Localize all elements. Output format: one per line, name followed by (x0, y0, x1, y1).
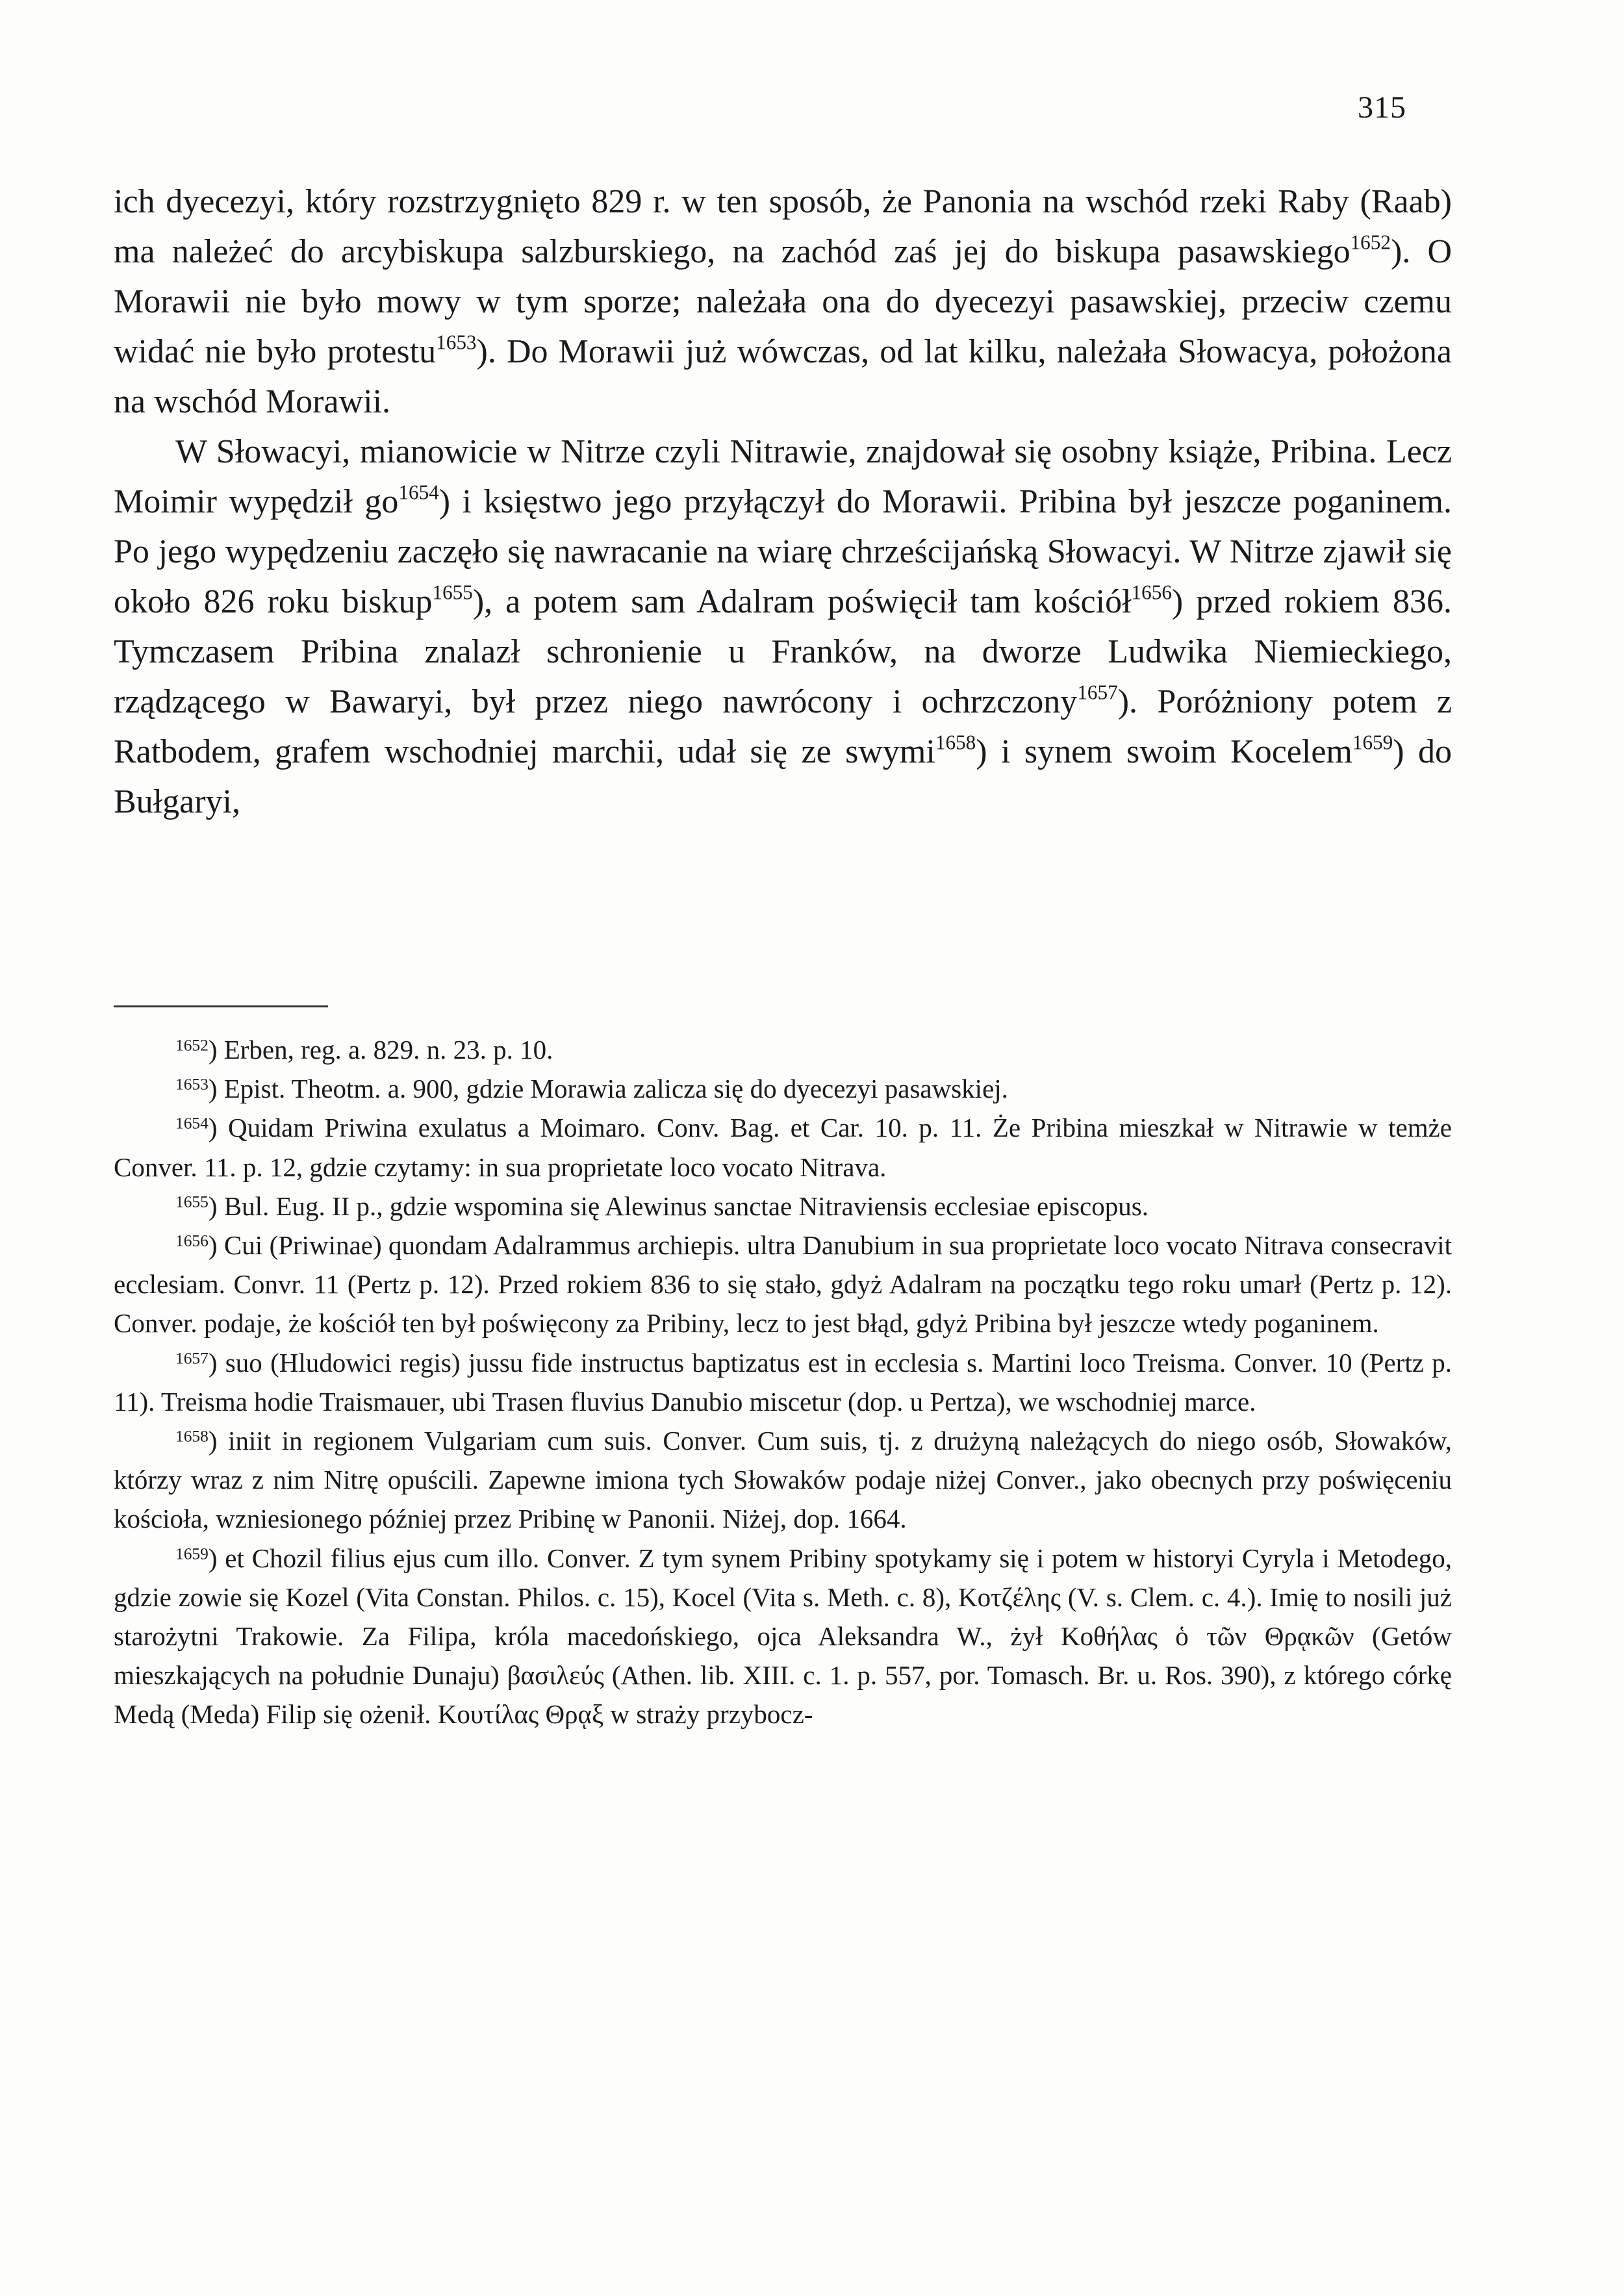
footnote-number: 1654 (175, 1114, 209, 1133)
footnote-number: 1659 (175, 1544, 209, 1563)
footnote-ref: 1659 (1352, 731, 1393, 754)
footnote (114, 1030, 1452, 1069)
text-run: W Słowacyi, mianowicie w Nitrze czyli Nitrawie, znajdował się osobny książe, Pribina. Lecz Moimir wypędził go (114, 433, 1452, 520)
footnote-number: 1653 (175, 1075, 209, 1094)
footnote-text: ) et Chozil filius ejus cum illo. Conver. Z tym synem Pribiny spotykamy się i potem w historyi Cyryla i Metodego, gdzie zowie się Kozel (Vita Constan. Philos. c. 15), Kocel (Vita s. Meth. c. 8), Κοτζέλης (V. s. Clem. c. 4.). Imię to nosili już starożytni Trakowie. Za Filipa, króla macedońskiego, ojca Aleksandra W., żył Κοθήλας ὁ τῶν Θρᾳκῶν (Getów mieszkających na południe Dunaju) βασιλεύς (Athen. lib. XIII. c. 1. p. 557, por. Tomasch. Br. u. Ros. 390), z którego córkę Medą (Meda) Filip się ożenił. Κουτίλας Θρᾳξ w straży przybocz- (114, 1543, 1452, 1730)
text-run: ) i księstwo jego przyłączył do Morawii. Pribina był jeszcze poganinem. Po jego wypędzeniu zaczęło się nawracanie na wiarę chrześcijańską Słowacyi. W Nitrze zjawił się około 826 roku biskup (114, 483, 1452, 620)
footnote-divider (114, 1005, 328, 1007)
footnote (114, 1069, 1452, 1108)
footnote (114, 1343, 1452, 1421)
footnote-text: ) Quidam Priwina exulatus a Moimaro. Conv. Bag. et Car. 10. p. 11. Że Pribina mieszkał w Nitrawie w temże Conver. 11. p. 12, gdzie czytamy: in sua proprietate loco vocato Nitrava. (114, 1113, 1452, 1182)
footnote-ref: 1656 (1131, 581, 1172, 604)
footnote-ref: 1658 (935, 731, 976, 754)
page-number: 315 (1358, 90, 1406, 125)
footnote-text: ) Cui (Priwinae) quondam Adalrammus archiepis. ultra Danubium in sua proprietate loco vocato Nitrava consecravit ecclesiam. Convr. 11 (Pertz p. 12). Przed rokiem 836 to się stało, gdyż Adalram na początku tego roku umarł (Pertz p. 12). Conver. podaje, że kościół ten był poświęcony za Pribiny, lecz to jest błąd, gdyż Pribina był jeszcze wtedy poganinem. (114, 1230, 1452, 1339)
footnote-number: 1658 (175, 1427, 209, 1446)
text-run: ). Poróżniony potem z Ratbodem, grafem wschodniej marchii, udał się ze swymi (114, 683, 1453, 770)
text-run: ) do Bułgaryi, (114, 733, 1453, 820)
footnote-ref: 1653 (436, 331, 477, 354)
footnote-ref: 1657 (1077, 681, 1118, 704)
footnote-text: ) iniit in regionem Vulgariam cum suis. Conver. Cum suis, tj. z drużyną należących do niego osób, Słowaków, którzy wraz z nim Nitrę opuścili. Zapewne imiona tych Słowaków podaje niżej Conver., jako obecnych przy poświęceniu kościoła, wzniesionego później przez Pribinę w Panonii. Niżej, dop. 1664. (114, 1426, 1452, 1534)
footnote (114, 1187, 1452, 1226)
footnote-number: 1656 (175, 1231, 209, 1250)
footnote-ref: 1655 (432, 581, 473, 604)
text-run: ). O Morawii nie było mowy w tym sporze; należała ona do dyecezyi pasawskiej, przeciw czemu widać nie było protestu (114, 233, 1452, 370)
footnote-text: ) suo (Hludowici regis) jussu fide instructus baptizatus est in ecclesia s. Martini loco Treisma. Conver. 10 (Pertz p. 11). Treisma hodie Traismauer, ubi Trasen fluvius Danubio miscetur (dop. u Pertza), we wschodniej marce. (114, 1347, 1452, 1417)
footnote-number: 1652 (175, 1036, 209, 1055)
footnote-text: ) Epist. Theotm. a. 900, gdzie Morawia zalicza się do dyecezyi pasawskiej. (208, 1074, 1008, 1104)
footnote (114, 1226, 1452, 1343)
footnote-ref: 1652 (1350, 231, 1391, 254)
footnote-text: ) Erben, reg. a. 829. n. 23. p. 10. (208, 1035, 553, 1065)
text-run: ). Do Morawii już wówczas, od lat kilku, należała Słowacya, położona na wschód Morawii. (114, 333, 1452, 420)
footnote-number: 1657 (175, 1348, 209, 1367)
text-run: ich dyecezyi, który rozstrzygnięto 829 r. w ten sposób, że Panonia na wschód rzeki Raby (Raab) ma należeć do arcybiskupa salzburskiego, na zachód zaś jej do biskupa pasawskiego (114, 183, 1452, 270)
paragraph-1 (114, 177, 1452, 427)
footnote (114, 1539, 1452, 1734)
footnote-number: 1655 (175, 1192, 209, 1211)
footnote (114, 1421, 1452, 1539)
main-text (114, 177, 1452, 827)
paragraph-2 (114, 427, 1452, 827)
footnote-text: ) Bul. Eug. II p., gdzie wspomina się Alewinus sanctae Nitraviensis ecclesiae episcopus. (208, 1191, 1148, 1221)
text-run: ) i synem swoim Kocelem (976, 733, 1352, 770)
footnote (114, 1108, 1452, 1186)
text-run: ) przed rokiem 836. Tymczasem Pribina znalazł schronienie u Franków, na dworze Ludwika Niemieckiego, rządzącego w Bawaryi, był przez niego nawrócony i ochrzczony (114, 583, 1452, 720)
footnotes (114, 1030, 1452, 1734)
text-run: ), a potem sam Adalram poświęcił tam kościół (472, 583, 1132, 620)
footnote-ref: 1654 (398, 481, 439, 504)
